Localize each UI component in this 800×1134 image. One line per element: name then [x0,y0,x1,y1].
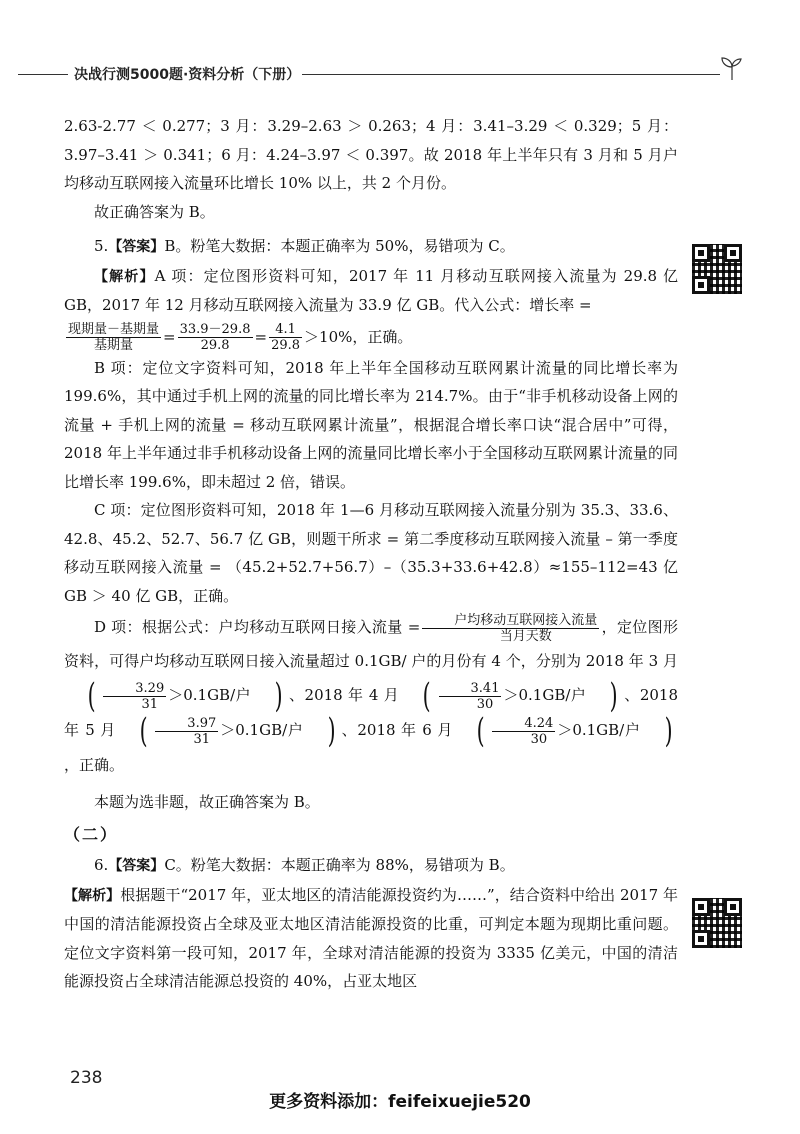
q5-number: 5. [94,237,109,255]
q5-option-a [64,262,678,320]
q5-answer [64,232,678,262]
q5-d-end: ，正确。 [64,756,125,774]
footer-note: 更多资料添加：feifeixuejie520 [269,1092,531,1112]
april-tail: ＞0.1GB/户 [503,686,587,704]
may-fraction: $\frac{3.97}{31}$ [155,716,218,747]
q5-d-sep3: 、2018 年 6 月 [340,721,454,739]
q6-analysis-text: 根据题干“2017 年，亚太地区的清洁能源投资约为……”，结合资料中给出 2017 年中国的清洁能源投资占全球及亚太地区清洁能源投资的比重，可判定本题为现期比重问题。定位文字资料第一段可知，2017 年，全球对清洁能源的投资为 3335 亿美元，中国的清洁能源投资占全球清洁能源总投资的 40%，占亚太地区 [64,885,678,990]
calc-fraction: $\frac{33.9-29.8}{29.8}$ [179,322,251,353]
june-tail: ＞0.1GB/户 [557,721,641,739]
q5-a-tail: ＞10%，正确。 [304,327,413,346]
q5-analysis-tag: 【解析】 [94,268,155,285]
header-rule-left [18,74,68,75]
result-fraction: $\frac{4.1}{29.8}$ [271,322,301,353]
q5-option-b: B 项：定位文字资料可知，2018 年上半年全国移动互联网累计流量的同比增长率为 199.6%，其中通过手机上网的流量的同比增长率为 214.7%。由于“非手机移动设备上网的流量 + 手机上网的流量 = 移动互联网累计流量”，根据混合增长率口诀“混合居中”可得，2018 年上半年通过非手机移动设备上网的流量同比增长率小于全国移动互联网累计流量的同比增长率 199.6%，即未超过 2 倍，错误。 [64,358,678,491]
sprout-icon [718,54,746,82]
equals-sign: = [163,327,176,346]
q5-d-sep1: 、2018 年 4 月 [288,686,400,704]
q5-d-text2: ，定位图形资料，可得户均移动互联网日接入流量超过 0.1GB/ 户的月份有 4 个，分别为 2018 年 3 月 [64,618,678,670]
book-title: 决战行测5000题·资料分析（下册） [74,67,301,83]
march-fraction: $\frac{3.29}{31}$ [103,681,166,712]
page-number: 238 [70,1068,103,1088]
q5-answer-text: B。粉笔大数据：本题正确率为 50%，易错项为 C。 [164,237,515,255]
qr-code-q6[interactable] [692,898,742,948]
page-header [0,62,800,88]
equals-sign-2: = [254,327,268,346]
q5-option-d: D 项：根据公式：户均移动互联网日接入流量 = $\frac{\text{户均移动互联网接入流量}}{\text{当月天数}}$ ，定位图形资料，可得户均移动互联网日接入流量超过 0.1GB/ 户的月份有 4 个，分别为 2018 年 3 月( $\frac{3.29}{31}$ ＞0.1GB/户 ) 、2018 年 4 月 ( $\frac{3.41}{30}$ ＞0.1GB/户 ) 、2018 年 5 月 ( $\frac{3.97}{31}$ ＞0.1GB/户 ) 、2018 年 6 月 ( $\frac{4.24}{30}$ ＞0.1GB/户 )，正确。 [64,612,678,774]
q5-d-sep2: 、2018 年 5 月 [64,686,678,739]
q6-answer [64,851,678,881]
daily-flow-fraction: $\frac{\text{户均移动互联网接入流量}}{\text{当月天数}}$ [422,613,599,644]
may-tail: ＞0.1GB/户 [220,721,304,739]
q6-analysis-tag: 【解析】 [64,887,121,904]
header-rule-right [302,74,720,75]
qr-code-q5[interactable] [692,244,742,294]
q5-d-text1: D 项：根据公式：户均移动互联网日接入流量 = [94,618,421,636]
q6-number: 6. [94,856,109,874]
q5-answer-tag: 【答案】 [108,239,165,255]
section-title: （二） [64,824,119,844]
growth-rate-fraction: $\frac{\text{现期量－基期量}}{\text{基期量}}$ [68,322,160,353]
june-fraction: $\frac{4.24}{30}$ [492,716,555,747]
q5-option-c: C 项：定位图形资料可知，2018 年 1—6 月移动互联网接入流量分别为 35.3、33.6、42.8、45.2、52.7、56.7 亿 GB，则题干所求 = 第二季度移动互联网接入流量 – 第一季度移动互联网接入流量 = （45.2+52.7+56.7）–（35.3+33.6+42.8）≈155–112=43 亿 GB ＞ 40 亿 GB，正确。 [64,501,678,605]
paragraph-answer-b: 故正确答案为 B。 [94,202,215,221]
q6-answer-tag: 【答案】 [108,858,165,874]
q5-conclusion: 本题为选非题，故正确答案为 B。 [94,793,320,811]
answer-content [64,112,678,996]
paragraph-month-calc: 2.63-2.77 ＜ 0.277；3 月：3.29–2.63 ＞ 0.263；4 月：3.41–3.29 ＜ 0.329；5 月：3.97–3.41 ＞ 0.341；6 月：4.24–3.97 ＜ 0.397。故 2018 年上半年只有 3 月和 5 月户均移动互联网接入流量环比增长 10% 以上，共 2 个月份。 [64,117,678,192]
q6-answer-text: C。粉笔大数据：本题正确率为 88%，易错项为 B。 [164,856,515,874]
q5-a-text: A 项：定位图形资料可知，2017 年 11 月移动互联网接入流量为 29.8 亿 GB，2017 年 12 月移动互联网接入流量为 33.9 亿 GB。代入公式：增长率 = [64,266,678,314]
q5-a-formula [64,320,678,354]
march-tail: ＞0.1GB/户 [168,686,252,704]
april-fraction: $\frac{3.41}{30}$ [439,681,502,712]
q6-analysis [64,881,678,996]
